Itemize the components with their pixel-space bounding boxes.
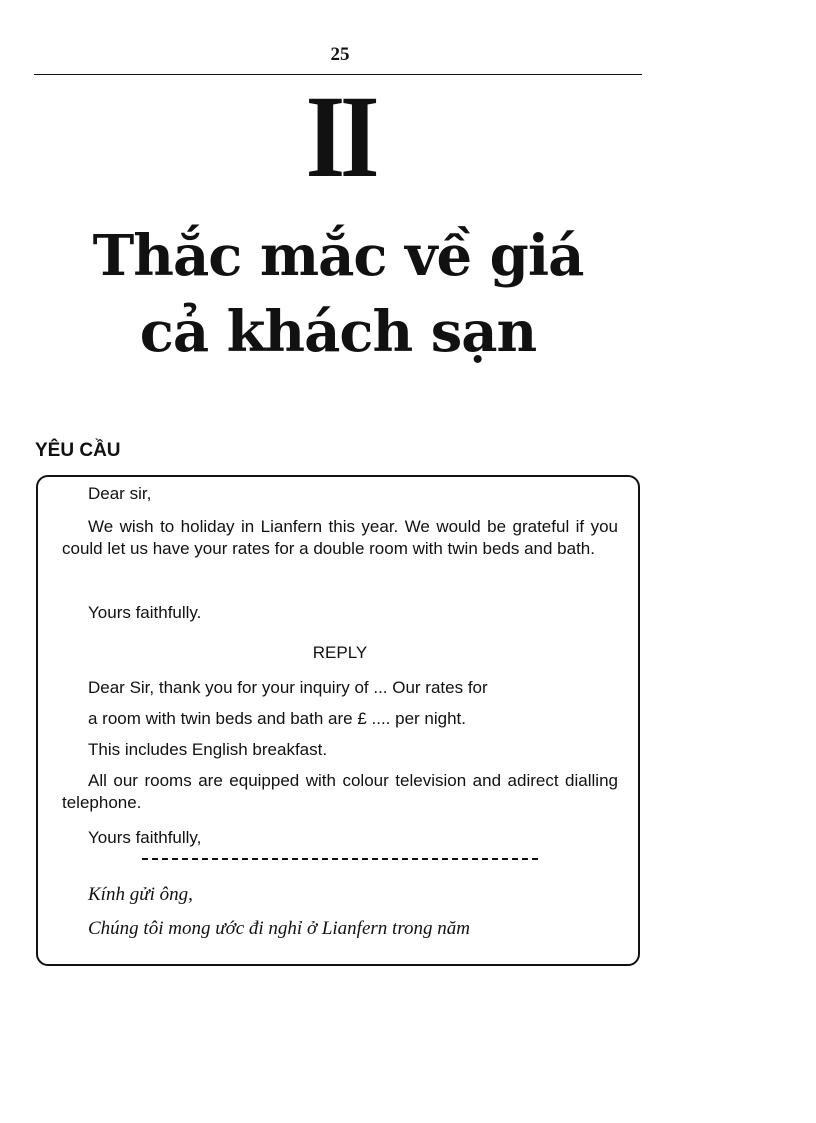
request-closing: Yours faithfully. — [88, 603, 202, 622]
reply-line-4: All our rooms are equipped with colour television and adirect dialling telephone. — [62, 771, 618, 812]
chapter-title-line-2: cả khách sạn — [139, 299, 537, 365]
translation-salutation: Kính gửi ông, — [88, 884, 193, 905]
reply-line-3: This includes English breakfast. — [88, 740, 328, 759]
page-number: 25 — [330, 44, 350, 65]
separator-dashes — [142, 858, 538, 860]
section-heading: YÊU CẦU — [35, 440, 121, 461]
reply-closing: Yours faithfully, — [88, 828, 202, 847]
chapter-title-line-1: Thắc mắc về giá — [92, 223, 584, 289]
request-body: We wish to holiday in Lianfern this year. We would be grateful if you could let us have your rates for a double room with twin beds and bath. — [62, 517, 618, 558]
reply-line-2: a room with twin beds and bath are £ .... per night. — [88, 709, 466, 728]
request-salutation: Dear sir, — [88, 484, 152, 503]
chapter-title — [34, 218, 642, 370]
reply-title: REPLY — [312, 643, 368, 662]
chapter-number: II — [305, 71, 375, 202]
reply-line-1: Dear Sir, thank you for your inquiry of ... Our rates for — [88, 678, 488, 697]
translation-line-1: Chúng tôi mong ước đi nghỉ ở Lianfern trong năm — [88, 918, 470, 939]
